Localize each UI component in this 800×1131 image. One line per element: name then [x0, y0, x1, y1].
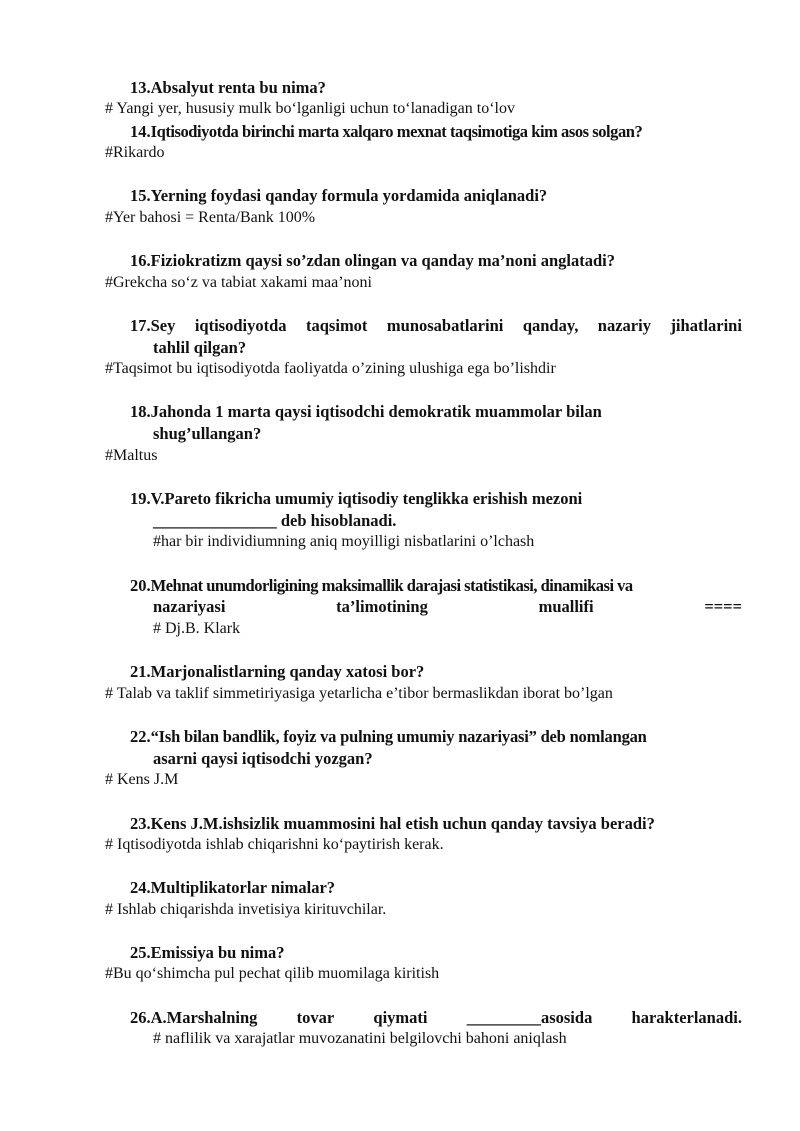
question-text: Multiplikatorlar nimalar? — [150, 878, 336, 897]
question-number: 23. — [130, 814, 151, 833]
question-number: 18. — [130, 402, 151, 421]
question-text-part: jihatlarini — [670, 316, 742, 335]
question-number: 26. — [130, 1008, 151, 1027]
question-text-part: 26.A.Marshalning — [130, 1008, 258, 1027]
question-19-continued: _______________ deb hisoblanadi. — [153, 511, 397, 530]
question-text-part: munosabatlarini — [386, 316, 504, 335]
question-number: 22. — [130, 727, 151, 746]
question-text-part: taqsimot — [306, 316, 368, 335]
question-number: 25. — [130, 943, 151, 962]
question-number: 20. — [130, 576, 151, 595]
question-13 — [130, 78, 326, 98]
question-19 — [130, 489, 582, 509]
question-text: V.Pareto fikricha umumiy iqtisodiy tenglikka erishish mezoni — [150, 489, 583, 508]
question-22 — [130, 727, 647, 747]
question-text-part: harakterlanadi. — [631, 1008, 742, 1027]
question-23 — [130, 814, 655, 834]
question-24 — [130, 878, 335, 898]
question-text-part: muallifi — [538, 597, 594, 616]
answer-19: #har bir individiumning aniq moyilligi nisbatlarini o’lchash — [153, 533, 535, 550]
question-text-part: nazariyasi — [153, 597, 226, 616]
answer-24: # Ishlab chiqarishda invetisiya kirituvchilar. — [105, 901, 387, 918]
answer-23: # Iqtisodiyotda ishlab chiqarishni ko‘paytirish kerak. — [105, 836, 444, 853]
question-text-part: iqtisodiyotda — [194, 316, 287, 335]
question-20-continued — [153, 597, 742, 617]
answer-26: # naflilik va xarajatlar muvozanatini belgilovchi bahoni aniqlash — [153, 1030, 567, 1047]
answer-17: #Taqsimot bu iqtisodiyotda faoliyatda o’zining ulushiga ega bo’lishdir — [105, 360, 556, 377]
question-text: Marjonalistlarning qanday xatosi bor? — [150, 662, 425, 681]
question-17 — [130, 316, 742, 336]
answer-13: # Yangi yer, hususiy mulk bo‘lganligi uchun to‘lanadigan to‘lov — [105, 100, 515, 117]
question-text-part: nazariy — [597, 316, 651, 335]
question-text: Fiziokratizm qaysi so’zdan olingan va qanday ma’noni anglatadi? — [150, 251, 615, 270]
answer-16: #Grekcha so‘z va tabiat xakami maa’noni — [105, 274, 372, 291]
question-text-part: ==== — [704, 597, 742, 616]
question-text: Yerning foydasi qanday formula yordamida aniqlanadi? — [150, 186, 548, 205]
question-text: Kens J.M.ishsizlik muammosini hal etish uchun qanday tavsiya beradi? — [150, 814, 655, 833]
answer-25: #Bu qo‘shimcha pul pechat qilib muomilaga kiritish — [105, 965, 440, 982]
question-number: 21. — [130, 662, 151, 681]
question-text: Jahonda 1 marta qaysi iqtisodchi demokratik muammolar bilan — [150, 402, 602, 421]
question-text: Mehnat unumdorligining maksimallik darajasi statistikasi, dinamikasi va — [150, 576, 633, 595]
question-14 — [130, 122, 642, 142]
question-26 — [130, 1008, 742, 1028]
answer-22: # Kens J.M — [105, 771, 179, 788]
question-text-part: 17.Sey — [130, 316, 176, 335]
question-17-continued: tahlil qilgan? — [153, 338, 247, 357]
question-18-continued: shug’ullangan? — [153, 424, 262, 443]
answer-14: #Rikardo — [105, 144, 165, 161]
question-text: Emissiya bu nima? — [150, 943, 285, 962]
question-text: Iqtisodiyotda birinchi marta xalqaro mexnat taqsimotiga kim asos solgan? — [150, 122, 643, 141]
question-text-part: _________asosida — [466, 1008, 593, 1027]
answer-18: #Maltus — [105, 447, 158, 464]
question-22-continued: asarni qaysi iqtisodchi yozgan? — [153, 749, 373, 768]
question-number: 17. — [130, 316, 151, 335]
question-text-part: tovar — [296, 1008, 335, 1027]
question-text: Absalyut renta bu nima? — [150, 78, 326, 97]
question-21 — [130, 662, 424, 682]
answer-15: #Yer bahosi = Renta/Bank 100% — [105, 209, 316, 226]
question-number: 14. — [130, 122, 151, 141]
question-number: 24. — [130, 878, 151, 897]
question-number: 15. — [130, 186, 151, 205]
question-16 — [130, 251, 615, 271]
answer-21: # Talab va taklif simmetiriyasiga yetarlicha e’tibor bermaslikdan iborat bo’lgan — [105, 685, 613, 702]
question-text-part: qiymati — [373, 1008, 428, 1027]
answer-20: # Dj.B. Klark — [153, 620, 241, 637]
question-18 — [130, 402, 602, 422]
question-15 — [130, 186, 547, 206]
question-25 — [130, 943, 285, 963]
question-text-part: ta’limotining — [336, 597, 428, 616]
question-20 — [130, 576, 633, 596]
question-number: 19. — [130, 489, 151, 508]
question-text-part: qanday, — [522, 316, 579, 335]
question-text: “Ish bilan bandlik, foyiz va pulning umumiy nazariyasi” deb nomlangan — [150, 727, 647, 746]
question-number: 16. — [130, 251, 151, 270]
question-number: 13. — [130, 78, 151, 97]
